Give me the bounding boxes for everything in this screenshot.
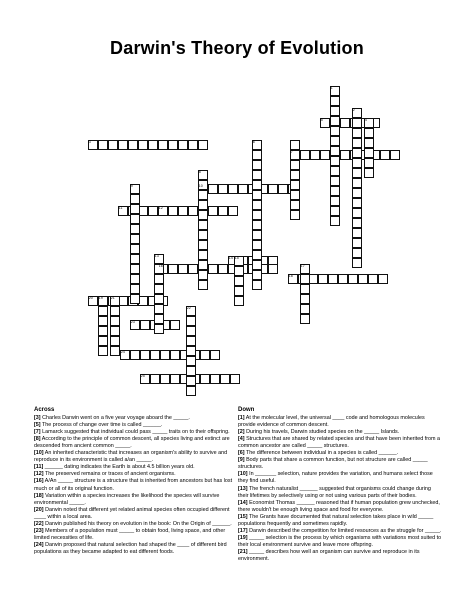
clue-number: [17] xyxy=(238,527,248,534)
grid-cell[interactable] xyxy=(186,316,196,326)
grid-cell[interactable] xyxy=(130,294,140,304)
across-clue xyxy=(34,464,234,471)
grid-cell[interactable] xyxy=(198,200,208,210)
grid-cell[interactable] xyxy=(252,200,262,210)
clue-text: Structures that are shared by related species and that have been inherited from a common ancestor are called _____ structures. xyxy=(238,436,440,450)
grid-cell[interactable] xyxy=(290,170,300,180)
grid-cell[interactable] xyxy=(352,218,362,228)
grid-cell[interactable] xyxy=(352,118,362,128)
cell-number: 4 xyxy=(364,118,367,123)
grid-cell[interactable] xyxy=(330,216,340,226)
grid-cell[interactable] xyxy=(110,316,120,326)
cell-number: 5 xyxy=(320,118,323,123)
cell-number: 13 xyxy=(154,254,159,259)
grid-cell[interactable] xyxy=(170,350,180,360)
cell-number: 14 xyxy=(228,256,233,261)
clue-text: The process of change over time is called ______. xyxy=(40,422,163,429)
grid-cell[interactable] xyxy=(364,128,374,138)
grid-cell[interactable] xyxy=(228,184,238,194)
clue-text: Variation within a species increases the likelihood the species will survive environmental _____. xyxy=(34,492,220,506)
grid-cell[interactable] xyxy=(150,374,160,384)
clue-text: Darwin noted that different yet related animal species often occupied different ____ within a local area. xyxy=(34,506,230,520)
clue-number: [14] xyxy=(238,499,248,506)
cell-number: 20 xyxy=(88,296,93,301)
grid-cell[interactable] xyxy=(352,128,362,138)
grid-cell[interactable] xyxy=(238,184,248,194)
grid-cell[interactable] xyxy=(140,320,150,330)
grid-cell[interactable] xyxy=(150,350,160,360)
grid-cell[interactable] xyxy=(154,324,164,334)
grid-cell[interactable] xyxy=(340,150,350,160)
across-clue xyxy=(34,471,234,478)
page-title: Darwin's Theory of Evolution xyxy=(110,38,364,58)
grid-cell[interactable] xyxy=(154,314,164,324)
clue-text: In _______ selection, nature provides the variation, and humans select those they find useful. xyxy=(238,471,433,485)
grid-cell[interactable] xyxy=(186,336,196,346)
grid-cell[interactable] xyxy=(168,206,178,216)
grid-cell[interactable] xyxy=(252,260,262,270)
clue-text: Lamarck suggested that individual could pass _____ traits on to their offspring. xyxy=(40,429,230,436)
cell-number: 8 xyxy=(198,170,201,175)
grid-cell[interactable] xyxy=(330,186,340,196)
grid-cell[interactable] xyxy=(130,204,140,214)
grid-cell[interactable] xyxy=(130,224,140,234)
grid-cell[interactable] xyxy=(198,260,208,270)
clue-number: [10] xyxy=(238,471,248,478)
grid-cell[interactable] xyxy=(352,258,362,268)
grid-cell[interactable] xyxy=(328,274,338,284)
grid-cell[interactable] xyxy=(234,286,244,296)
grid-cell[interactable] xyxy=(186,376,196,386)
grid-cell[interactable] xyxy=(368,274,378,284)
clue-text: According to the principle of common descent, all species living and extinct are descended from ancient common _____. xyxy=(34,436,230,450)
cell-number: 19 xyxy=(98,296,103,301)
clue-number: [20] xyxy=(34,506,44,513)
cell-number: 12 xyxy=(158,206,163,211)
across-clue xyxy=(34,429,234,436)
clue-number: [22] xyxy=(34,520,44,527)
grid-cell[interactable] xyxy=(380,150,390,160)
clue-number: [23] xyxy=(34,527,44,534)
grid-cell[interactable] xyxy=(98,326,108,336)
grid-cell[interactable] xyxy=(290,200,300,210)
grid-cell[interactable] xyxy=(300,274,310,284)
clue-text: ______ dating indicates the Earth is about 4.5 billion years old. xyxy=(43,464,195,471)
grid-cell[interactable] xyxy=(130,194,140,204)
down-clue xyxy=(238,471,442,485)
grid-cell[interactable] xyxy=(130,264,140,274)
grid-cell[interactable] xyxy=(234,276,244,286)
grid-cell[interactable] xyxy=(352,178,362,188)
grid-cell[interactable] xyxy=(186,326,196,336)
grid-cell[interactable] xyxy=(318,274,328,284)
grid-cell[interactable] xyxy=(98,140,108,150)
grid-cell[interactable] xyxy=(340,118,350,128)
grid-cell[interactable] xyxy=(290,210,300,220)
grid-cell[interactable] xyxy=(178,264,188,274)
grid-cell[interactable] xyxy=(338,274,348,284)
clue-number: [7] xyxy=(34,429,41,436)
grid-cell[interactable] xyxy=(252,230,262,240)
cell-number: 24 xyxy=(120,350,125,355)
grid-cell[interactable] xyxy=(98,306,108,316)
grid-cell[interactable] xyxy=(330,96,340,106)
grid-cell[interactable] xyxy=(330,156,340,166)
clue-text: The french naturalist ______ suggested that organisms could change during their lifetimes by selectively using or not using various parts of their bodies. xyxy=(238,485,431,499)
down-clue xyxy=(238,535,442,549)
grid-cell[interactable] xyxy=(252,190,262,200)
grid-cell[interactable] xyxy=(198,280,208,290)
grid-cell[interactable] xyxy=(330,196,340,206)
clue-text: Darwin described the competition for limited resources as the struggle for _____. xyxy=(247,527,442,534)
grid-cell[interactable] xyxy=(110,306,120,316)
across-clue xyxy=(34,528,234,542)
grid-cell[interactable] xyxy=(268,184,278,194)
grid-cell[interactable] xyxy=(148,140,158,150)
grid-cell[interactable] xyxy=(268,264,278,274)
cell-number: 7 xyxy=(290,150,293,155)
grid-cell[interactable] xyxy=(290,190,300,200)
grid-cell[interactable] xyxy=(320,150,330,160)
grid-cell[interactable] xyxy=(378,274,388,284)
grid-cell[interactable] xyxy=(188,264,198,274)
across-clue xyxy=(34,478,234,492)
cell-number: 3 xyxy=(88,140,91,145)
grid-cell[interactable] xyxy=(186,346,196,356)
grid-cell[interactable] xyxy=(352,158,362,168)
grid-cell[interactable] xyxy=(130,234,140,244)
cell-number: 18 xyxy=(288,274,293,279)
grid-cell[interactable] xyxy=(352,238,362,248)
cell-number: 21 xyxy=(110,296,115,301)
grid-cell[interactable] xyxy=(208,184,218,194)
grid-cell[interactable] xyxy=(148,206,158,216)
down-clue xyxy=(238,429,442,436)
grid-cell[interactable] xyxy=(130,254,140,264)
grid-cell[interactable] xyxy=(364,158,374,168)
grid-cell[interactable] xyxy=(154,274,164,284)
clue-text: At the molecular level, the universal ____ code and homologous molecules provide evidence of common descent. xyxy=(238,415,425,429)
grid-cell[interactable] xyxy=(352,138,362,148)
grid-cell[interactable] xyxy=(352,208,362,218)
grid-cell[interactable] xyxy=(210,350,220,360)
grid-cell[interactable] xyxy=(110,336,120,346)
grid-cell[interactable] xyxy=(230,374,240,384)
cell-number: 2 xyxy=(352,108,355,113)
grid-cell[interactable] xyxy=(352,228,362,238)
grid-cell[interactable] xyxy=(330,126,340,136)
clue-number: [4] xyxy=(238,436,245,443)
across-clue xyxy=(34,542,234,556)
grid-cell[interactable] xyxy=(160,374,170,384)
grid-cell[interactable] xyxy=(218,206,228,216)
grid-cell[interactable] xyxy=(168,264,178,274)
clue-number: [16] xyxy=(34,478,44,485)
across-clue xyxy=(34,450,234,464)
clue-text: A/An _____ structure is a structure that is inherited from ancestors but has lost much or all of its original function. xyxy=(34,478,233,492)
down-clue xyxy=(238,486,442,500)
grid-cell[interactable] xyxy=(198,220,208,230)
down-clue xyxy=(238,514,442,528)
grid-cell[interactable] xyxy=(186,386,196,396)
grid-cell[interactable] xyxy=(390,150,400,160)
clue-text: _____ selection is the process by which organisms with variations most suited to their local environment survive and leave more offspring. xyxy=(238,534,442,548)
grid-cell[interactable] xyxy=(330,166,340,176)
grid-cell[interactable] xyxy=(300,284,310,294)
grid-cell[interactable] xyxy=(198,210,208,220)
clue-text: Charles Darwin went on a five year voyage aboard the _____. xyxy=(40,415,190,422)
cell-number: 25 xyxy=(140,374,145,379)
grid-cell[interactable] xyxy=(108,140,118,150)
across-clue xyxy=(34,493,234,507)
grid-cell[interactable] xyxy=(330,146,340,156)
down-clue xyxy=(238,436,442,450)
grid-cell[interactable] xyxy=(252,240,262,250)
cell-number: 9 xyxy=(130,184,133,189)
cell-number: 10 xyxy=(198,184,203,189)
across-clues xyxy=(34,407,234,556)
clue-text: Darwin proposed that natural selection had shaped the ____ of different bird populations as they became adapted to eat different foods. xyxy=(34,541,227,555)
clue-number: [6] xyxy=(238,450,245,457)
grid-cell[interactable] xyxy=(110,326,120,336)
grid-cell[interactable] xyxy=(234,296,244,306)
across-clue xyxy=(34,436,234,450)
grid-cell[interactable] xyxy=(198,190,208,200)
grid-cell[interactable] xyxy=(110,346,120,356)
grid-cell[interactable] xyxy=(228,206,238,216)
clue-number: [18] xyxy=(34,492,44,499)
grid-cell[interactable] xyxy=(252,150,262,160)
cell-number: 22 xyxy=(186,306,191,311)
grid-cell[interactable] xyxy=(358,274,368,284)
clue-text: The preserved remains or traces of ancient organisms. xyxy=(43,471,176,478)
clue-number: [11] xyxy=(34,464,44,471)
across-clue xyxy=(34,415,234,422)
grid-cell[interactable] xyxy=(200,374,210,384)
clue-number: [2] xyxy=(238,429,245,436)
grid-cell[interactable] xyxy=(252,170,262,180)
grid-cell[interactable] xyxy=(300,304,310,314)
grid-cell[interactable] xyxy=(188,140,198,150)
clue-text: Economist Thomas ______ reasoned that if human population grew unchecked, there wouldn't be enough living space and food for everyone. xyxy=(238,499,440,513)
grid-cell[interactable] xyxy=(310,150,320,160)
grid-cell[interactable] xyxy=(154,284,164,294)
down-clue xyxy=(238,549,442,563)
grid-cell[interactable] xyxy=(130,350,140,360)
down-clues xyxy=(238,407,442,563)
clue-number: [24] xyxy=(34,541,44,548)
grid-cell[interactable] xyxy=(98,316,108,326)
grid-cell[interactable] xyxy=(198,270,208,280)
clue-number: [3] xyxy=(34,415,41,422)
down-clue xyxy=(238,528,442,535)
down-clue xyxy=(238,450,442,457)
grid-cell[interactable] xyxy=(170,320,180,330)
grid-cell[interactable] xyxy=(252,180,262,190)
grid-cell[interactable] xyxy=(364,168,374,178)
grid-cell[interactable] xyxy=(130,274,140,284)
grid-cell[interactable] xyxy=(364,148,374,158)
clue-number: [9] xyxy=(238,457,245,464)
grid-cell[interactable] xyxy=(178,206,188,216)
grid-cell[interactable] xyxy=(352,198,362,208)
grid-cell[interactable] xyxy=(188,206,198,216)
cell-number: 6 xyxy=(252,140,255,145)
grid-cell[interactable] xyxy=(290,160,300,170)
grid-cell[interactable] xyxy=(290,140,300,150)
grid-cell[interactable] xyxy=(330,106,340,116)
grid-cell[interactable] xyxy=(130,214,140,224)
cell-number: 15 xyxy=(234,256,239,261)
grid-cell[interactable] xyxy=(186,366,196,376)
grid-cell[interactable] xyxy=(168,140,178,150)
across-clue xyxy=(34,521,234,528)
across-heading: Across xyxy=(34,407,55,413)
grid-cell[interactable] xyxy=(330,206,340,216)
grid-cell[interactable] xyxy=(252,160,262,170)
down-clue xyxy=(238,415,442,429)
grid-cell[interactable] xyxy=(352,188,362,198)
grid-cell[interactable] xyxy=(200,350,210,360)
clue-number: [8] xyxy=(34,436,41,443)
grid-cell[interactable] xyxy=(218,264,228,274)
cell-number: 11 xyxy=(118,206,123,211)
clue-text: Body parts that share a common function, but not structure are called _____ structures. xyxy=(238,457,428,471)
grid-cell[interactable] xyxy=(220,374,230,384)
clue-text: The difference between individual in a species is called ______. xyxy=(244,450,399,457)
clue-text: _____ describes how well an organism can survive and reproduce in its environment. xyxy=(238,548,420,562)
grid-cell[interactable] xyxy=(278,184,288,194)
grid-cell[interactable] xyxy=(300,314,310,324)
clue-number: [5] xyxy=(34,422,41,429)
grid-cell[interactable] xyxy=(118,140,128,150)
cell-number: 23 xyxy=(130,320,135,325)
grid-cell[interactable] xyxy=(154,304,164,314)
grid-cell[interactable] xyxy=(300,294,310,304)
clue-number: [19] xyxy=(238,534,248,541)
grid-cell[interactable] xyxy=(128,140,138,150)
grid-cell[interactable] xyxy=(352,248,362,258)
grid-cell[interactable] xyxy=(130,244,140,254)
cell-number: 17 xyxy=(300,264,305,269)
grid-cell[interactable] xyxy=(98,336,108,346)
cell-number: 16 xyxy=(158,264,163,269)
grid-cell[interactable] xyxy=(208,264,218,274)
grid-cell[interactable] xyxy=(198,250,208,260)
grid-cell[interactable] xyxy=(252,270,262,280)
grid-cell[interactable] xyxy=(198,230,208,240)
grid-cell[interactable] xyxy=(352,168,362,178)
grid-cell[interactable] xyxy=(364,138,374,148)
grid-cell[interactable] xyxy=(252,220,262,230)
grid-cell[interactable] xyxy=(330,136,340,146)
grid-cell[interactable] xyxy=(252,210,262,220)
grid-cell[interactable] xyxy=(138,140,148,150)
clue-text: An inherited characteristic that increases an organism's ability to survive and reproduce in its environment is called a/an _____. xyxy=(34,450,228,464)
clue-number: [1] xyxy=(238,415,245,422)
grid-cell[interactable] xyxy=(252,250,262,260)
clue-number: [10] xyxy=(34,450,44,457)
grid-cell[interactable] xyxy=(198,140,208,150)
grid-cell[interactable] xyxy=(178,140,188,150)
grid-cell[interactable] xyxy=(140,350,150,360)
grid-cell[interactable] xyxy=(198,240,208,250)
grid-cell[interactable] xyxy=(186,356,196,366)
clue-number: [15] xyxy=(238,513,248,520)
down-clue xyxy=(238,500,442,514)
across-clue xyxy=(34,422,234,429)
clue-text: Members of a population must _____ to obtain food, living space, and other limited necessities of life. xyxy=(34,527,226,541)
grid-cell[interactable] xyxy=(252,280,262,290)
grid-cell[interactable] xyxy=(154,294,164,304)
clue-number: [21] xyxy=(238,548,248,555)
grid-cell[interactable] xyxy=(234,266,244,276)
grid-cell[interactable] xyxy=(208,206,218,216)
clue-text: Darwin published his theory on evolution in the book: On the Origin of ______. xyxy=(43,520,232,527)
grid-cell[interactable] xyxy=(98,346,108,356)
grid-cell[interactable] xyxy=(158,140,168,150)
clue-number: [12] xyxy=(34,471,44,478)
down-heading: Down xyxy=(238,407,255,413)
grid-cell[interactable] xyxy=(130,284,140,294)
clue-text: During his travels, Darwin studied species on the _____ Islands. xyxy=(244,429,400,436)
grid-cell[interactable] xyxy=(330,176,340,186)
grid-cell[interactable] xyxy=(218,184,228,194)
grid-cell[interactable] xyxy=(300,150,310,160)
grid-cell[interactable] xyxy=(290,180,300,190)
grid-cell[interactable] xyxy=(210,374,220,384)
grid-cell[interactable] xyxy=(348,274,358,284)
clue-number: [13] xyxy=(238,485,248,492)
grid-cell[interactable] xyxy=(170,374,180,384)
grid-cell[interactable] xyxy=(330,116,340,126)
across-clue xyxy=(34,507,234,521)
cell-number: 1 xyxy=(330,86,333,91)
grid-cell[interactable] xyxy=(160,350,170,360)
clue-text: The Grants have documented that natural selection takes place in wild _____ populations frequently and sometimes rapidly. xyxy=(238,513,434,527)
grid-cell[interactable] xyxy=(352,148,362,158)
down-clue xyxy=(238,457,442,471)
